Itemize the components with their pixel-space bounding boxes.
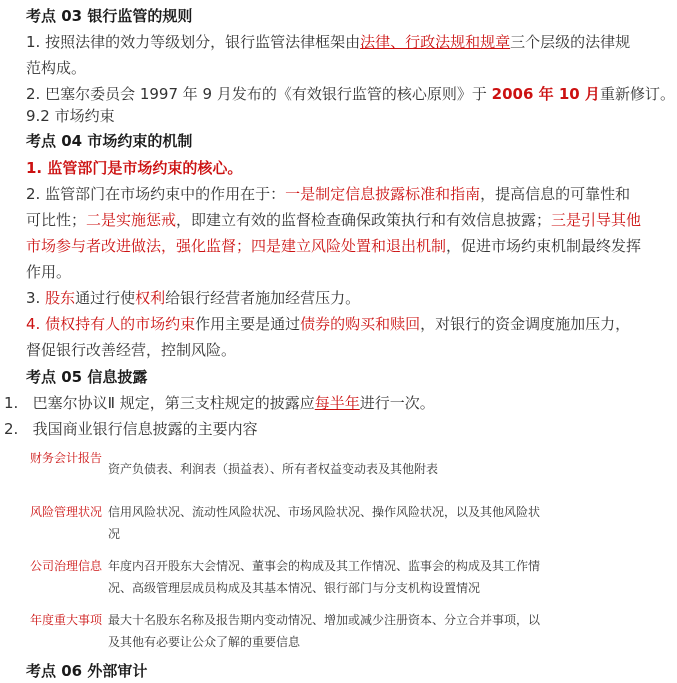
s03-p2-text: 2. 巴塞尔委员会 1997 年 9 月发布的《有效银行监管的核心原则》于 (26, 85, 492, 103)
s04-p2-text-3: 可比性； (26, 211, 87, 229)
section-03-heading: 考点 03 银行监管的规则 (26, 7, 193, 25)
s03-para-1-line-1 (26, 32, 630, 52)
s04-p2-text-2: ，提高信息的可靠性和 (480, 185, 631, 203)
s04-p4-num: 4. (26, 315, 46, 333)
table-row-label: 公司治理信息 (30, 559, 103, 573)
section-06-heading: 考点 06 外部审计 (26, 662, 148, 680)
s04-p3-rights: 权利 (135, 289, 166, 307)
s05-item-2-num: 2. (4, 420, 19, 438)
s04-p4-highlight-1: 债权持有人的市场约束 (45, 315, 196, 333)
table-row-text: 信用风险状况、流动性风险状况、市场风险状况、操作风险状况，以及其他风险状况 (108, 505, 541, 541)
table-row-label: 年度重大事项 (30, 613, 103, 627)
s05-item-1-num: 1. (4, 394, 19, 412)
s04-p3-shareholder: 股东 (45, 289, 76, 307)
table-row-text: 最大十名股东名称及报告期内变动情况、增加或减少注册资本、分立合并事项，以及其他有必要让公众了解的重要信息 (108, 613, 541, 649)
s03-p2-text-2: 重新修订。 (599, 85, 675, 103)
s03-subheading: 9.2 市场约束 (26, 107, 115, 125)
s04-para-2-line-4: 作用。 (26, 263, 72, 281)
s04-p2-highlight-3b: 市场参与者改进做法，强化监督； (26, 237, 252, 255)
s04-para-1: 1. 监管部门是市场约束的核心。 (26, 159, 243, 177)
s04-para-3 (26, 288, 360, 308)
s04-para-2-line-3 (26, 236, 641, 256)
s04-p2-text-5: ，促进市场约束机制最终发挥 (446, 237, 642, 255)
table-row-text: 资产负债表、利润表（损益表）、所有者权益变动表及其他附表 (108, 462, 439, 476)
s04-p2-highlight-1: 一是制定信息披露标准和指南 (285, 185, 481, 203)
s04-p2-text: 2. 监管部门在市场约束中的作用在于： (26, 185, 286, 203)
s04-p2-highlight-2: 二是实施惩戒 (86, 211, 177, 229)
s04-p2-highlight-4: 四是建立风险处置和退出机制 (251, 237, 447, 255)
s04-p3-text-2: 给银行经营者施加经营压力。 (165, 289, 361, 307)
s03-para-2 (26, 84, 675, 104)
s04-p3-text: 通过行使 (75, 289, 136, 307)
section-04-heading: 考点 04 市场约束的机制 (26, 132, 193, 150)
s03-p1-text: 1. 按照法律的效力等级划分，银行监管法律框架由 (26, 33, 361, 51)
section-05-heading: 考点 05 信息披露 (26, 368, 148, 386)
s05-item-2-text: 我国商业银行信息披露的主要内容 (32, 420, 258, 438)
s04-p4-highlight-2: 债券的购买和赎回 (300, 315, 421, 333)
s03-p2-date: 2006 年 10 月 (491, 85, 600, 103)
s04-para-2-line-1 (26, 184, 630, 204)
s05-item-1-text: 巴塞尔协议Ⅱ 规定，第三支柱规定的披露应 (32, 394, 315, 412)
s05-item-1 (4, 393, 435, 413)
s04-p3-num: 3. (26, 289, 46, 307)
s04-para-4-line-2: 督促银行改善经营，控制风险。 (26, 341, 237, 359)
table-row-text: 年度内召开股东大会情况、董事会的构成及其工作情况、监事会的构成及其工作情况、高级管理层成员构成及其基本情况、银行部门与分支机构设置情况 (108, 559, 541, 595)
s05-item-2 (4, 419, 258, 439)
s04-para-4-line-1 (26, 314, 630, 334)
s05-item-1-highlight: 每半年 (314, 394, 360, 412)
s05-item-1-text-2: 进行一次。 (359, 394, 435, 412)
s03-p1-highlight: 法律、行政法规和规章 (360, 33, 511, 51)
s04-p4-text-2: ，对银行的资金调度施加压力， (420, 315, 631, 333)
table-row-label: 财务会计报告 (30, 451, 103, 465)
s03-para-1-line-2: 范构成。 (26, 59, 87, 77)
s04-para-2-line-2 (26, 210, 641, 230)
s04-p2-text-4: ，即建立有效的监督检查确保政策执行和有效信息披露； (176, 211, 552, 229)
s03-p1-text-2: 三个层级的法律规 (510, 33, 631, 51)
s04-p2-highlight-3: 三是引导其他 (551, 211, 642, 229)
s04-p4-text: 作用主要是通过 (195, 315, 301, 333)
table-row-label: 风险管理状况 (30, 505, 103, 519)
